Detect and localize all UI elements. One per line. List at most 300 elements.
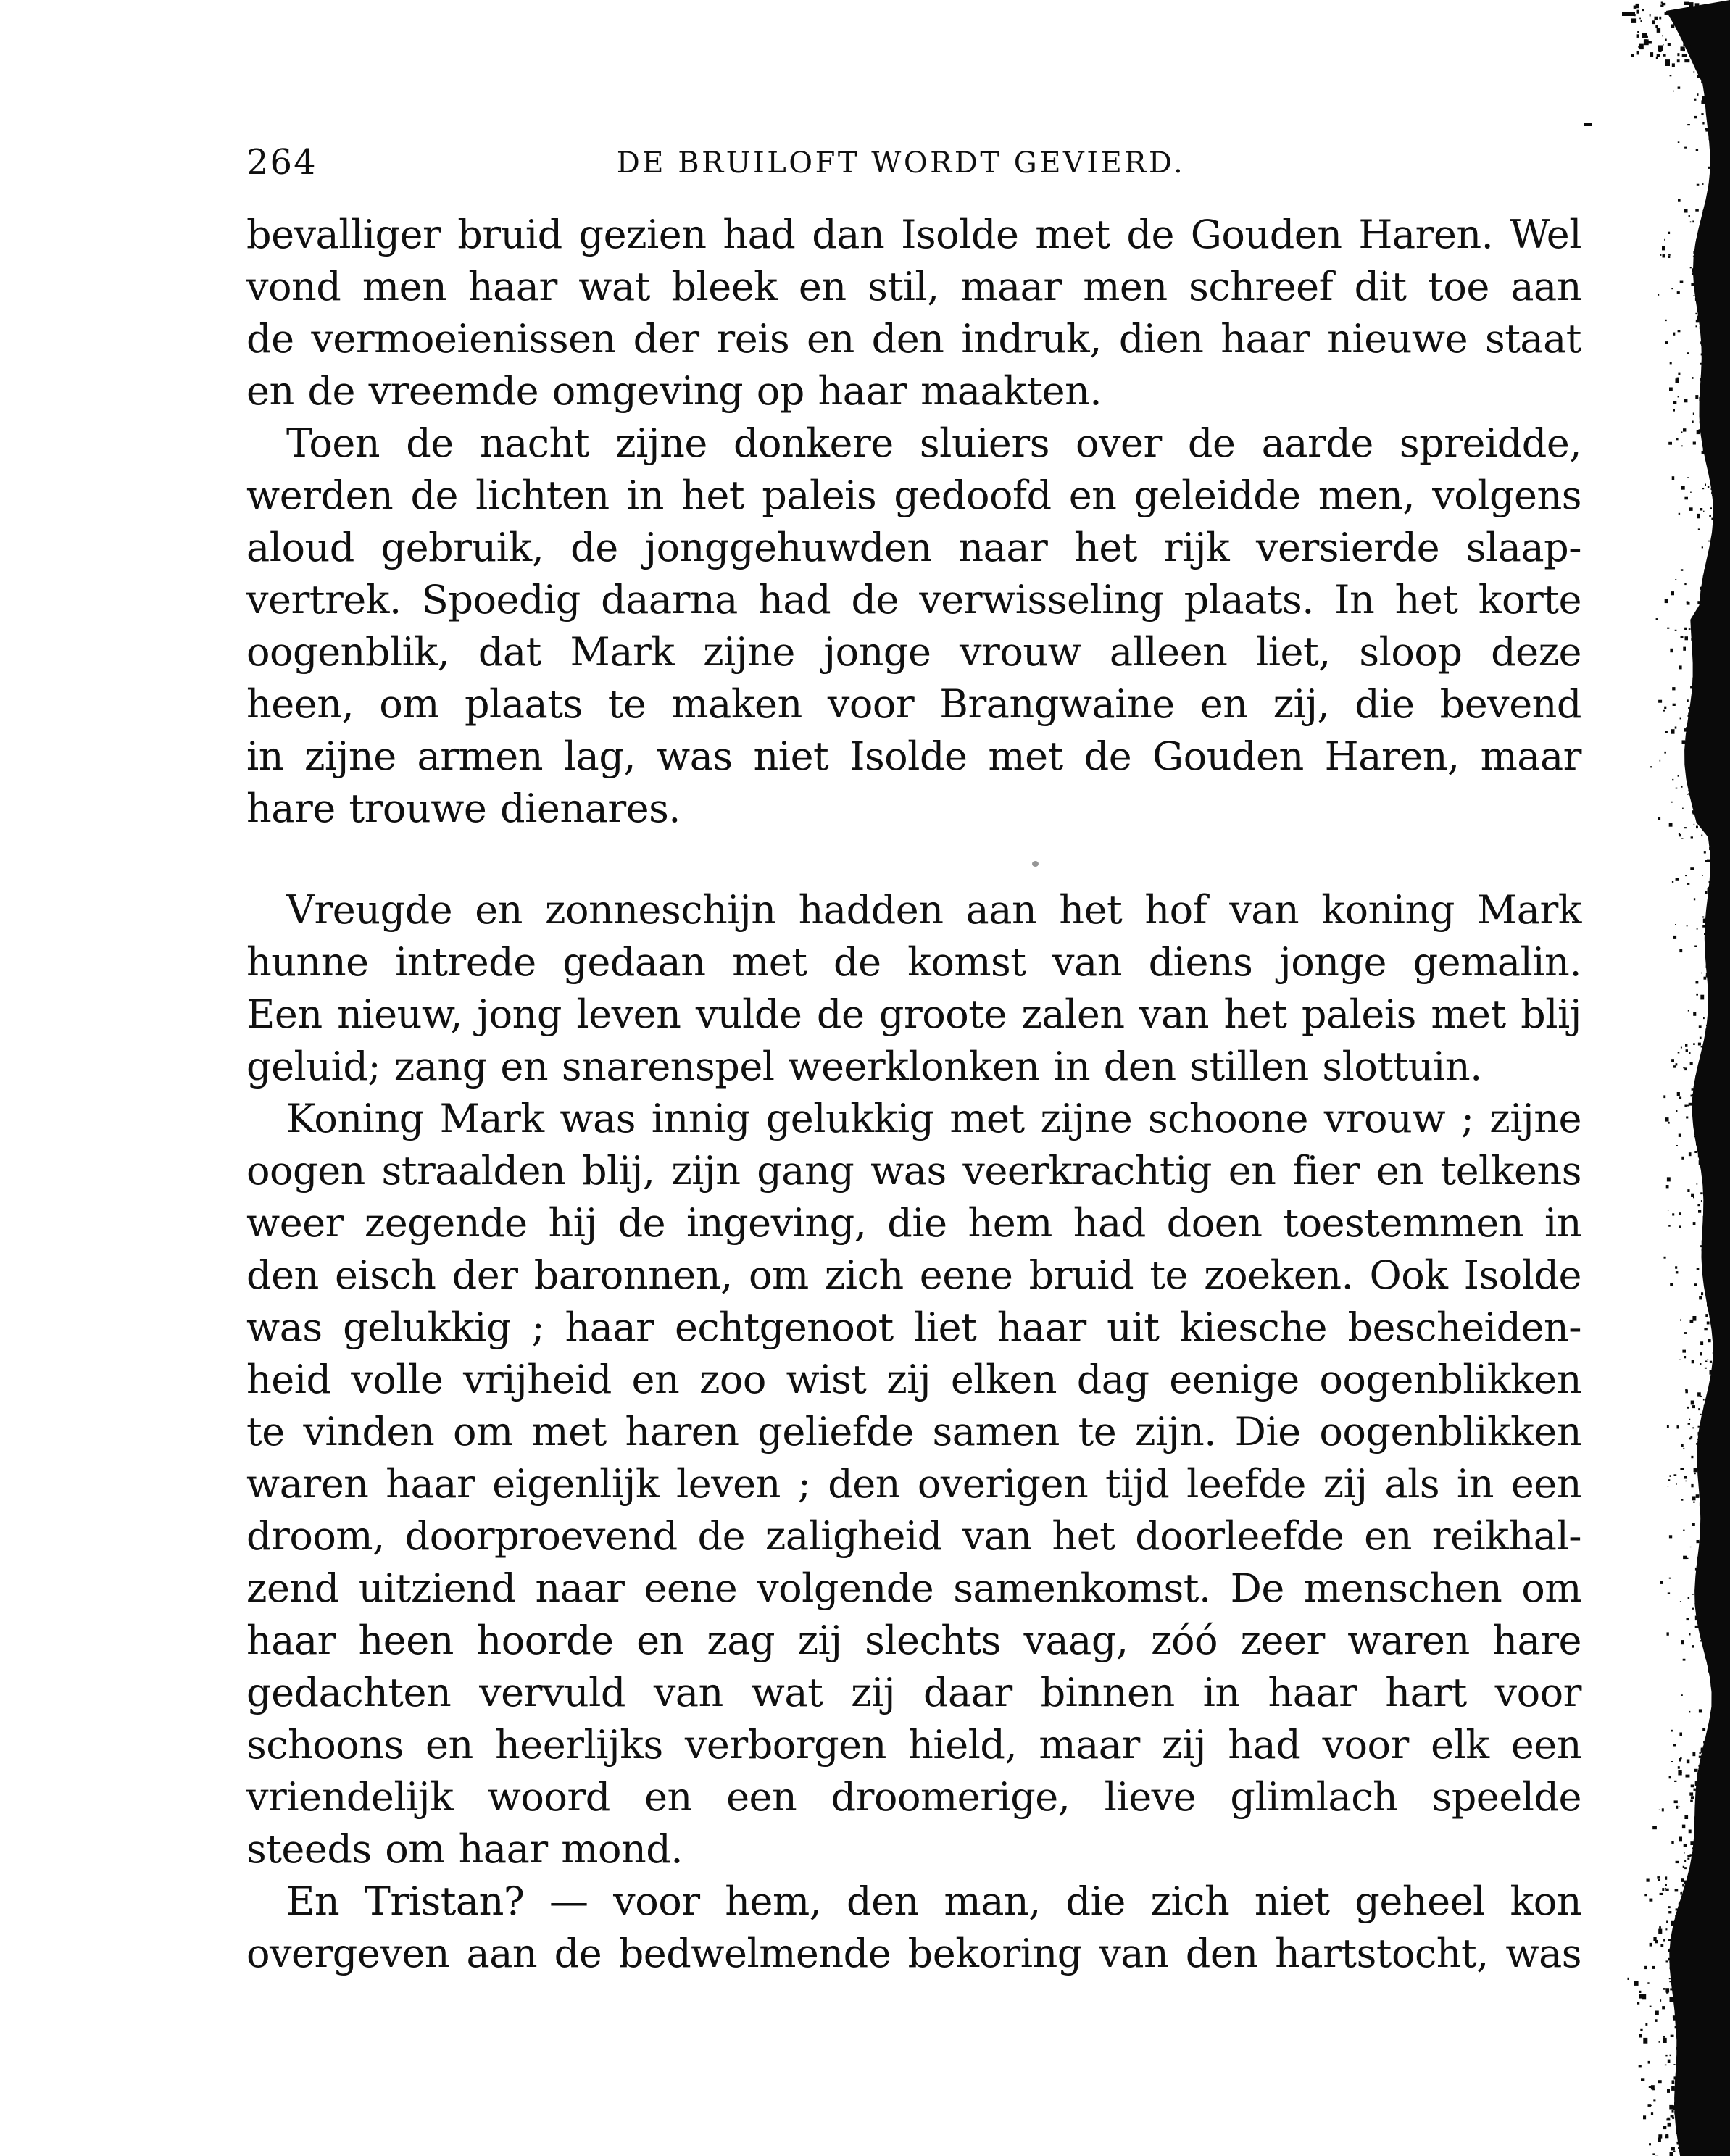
ink-speck <box>1684 827 1687 828</box>
ink-speck <box>1677 59 1680 62</box>
ink-speck <box>1671 2115 1674 2117</box>
ink-speck <box>1705 1029 1708 1032</box>
ink-speck <box>1658 2134 1662 2138</box>
ink-speck <box>1694 288 1696 289</box>
ink-speck <box>1700 1192 1702 1194</box>
ink-speck <box>1671 729 1675 734</box>
ink-speck <box>1648 2061 1650 2064</box>
ink-speck <box>1684 1867 1687 1869</box>
ink-speck <box>1679 1837 1682 1842</box>
ink-speck <box>1710 507 1713 509</box>
ink-speck <box>1698 602 1700 604</box>
ink-speck <box>1682 49 1685 51</box>
ink-speck <box>1681 1892 1682 1894</box>
ink-speck <box>1660 1581 1663 1584</box>
ink-speck <box>1696 149 1698 151</box>
ink-speck <box>1710 165 1712 166</box>
ink-speck <box>1650 52 1653 57</box>
ink-speck <box>1671 2035 1674 2037</box>
ink-speck <box>1694 1151 1697 1153</box>
ink-speck <box>1692 810 1695 813</box>
text-line: gedachten vervuld van wat zij daar binnen in haar hart voor <box>246 1670 1581 1715</box>
ink-speck <box>1700 1341 1703 1345</box>
ink-speck <box>1642 33 1647 38</box>
ink-speck <box>1691 1095 1693 1097</box>
ink-speck <box>1660 1999 1661 2002</box>
ink-speck <box>1669 1961 1671 1963</box>
ink-speck <box>1682 740 1686 744</box>
ink-speck <box>1678 1770 1681 1775</box>
ink-speck <box>1691 1401 1694 1405</box>
ink-speck <box>1681 431 1682 433</box>
ink-speck <box>1673 2018 1678 2021</box>
ink-speck <box>1690 1062 1693 1065</box>
ink-speck <box>1678 373 1680 375</box>
ink-speck <box>1712 495 1713 496</box>
ink-speck <box>1662 1808 1664 1811</box>
ink-speck <box>1670 1967 1673 1969</box>
ink-speck <box>1682 808 1684 809</box>
ink-speck <box>1701 1046 1703 1047</box>
ink-speck <box>1669 1776 1671 1778</box>
ink-speck <box>1683 1556 1687 1559</box>
text-column <box>246 209 1581 1980</box>
ink-speck <box>1662 36 1663 37</box>
ink-speck <box>1674 2111 1677 2114</box>
scan-edge-band <box>1666 0 1730 2156</box>
ink-speck <box>1695 395 1698 399</box>
ink-speck <box>1676 1145 1678 1146</box>
ink-speck <box>1700 1509 1702 1511</box>
ink-speck <box>1678 1052 1680 1054</box>
ink-speck <box>1684 1356 1687 1358</box>
ink-speck <box>1709 515 1711 517</box>
ink-speck <box>1694 898 1695 900</box>
ink-speck <box>1665 1884 1667 1886</box>
ink-speck <box>1671 288 1673 290</box>
ink-speck <box>1690 1436 1692 1439</box>
ink-speck <box>1678 775 1679 777</box>
ink-speck <box>1702 451 1705 454</box>
text-line: oogen straalden blij, zijn gang was veerkrachtig en fier en telkens <box>246 1148 1581 1194</box>
ink-speck <box>1699 1709 1702 1712</box>
ink-speck <box>1634 6 1637 9</box>
ink-speck <box>1697 1540 1700 1543</box>
ink-speck <box>1702 122 1704 125</box>
text-line: hare trouwe dienares. <box>246 786 681 831</box>
ink-speck <box>1701 835 1702 836</box>
ink-speck <box>1708 893 1710 896</box>
ink-speck <box>1665 1888 1666 1889</box>
ink-speck <box>1706 965 1708 968</box>
ink-speck <box>1671 802 1673 803</box>
ink-speck <box>1677 1092 1680 1096</box>
ink-speck <box>1679 1733 1682 1736</box>
ink-speck <box>1697 514 1700 518</box>
ink-speck <box>1689 1830 1692 1834</box>
ink-speck <box>1692 268 1695 272</box>
ink-speck <box>1675 2026 1679 2028</box>
ink-speck <box>1692 14 1697 18</box>
ink-speck <box>1691 1194 1694 1197</box>
ink-speck <box>1701 113 1703 115</box>
ink-speck <box>1702 444 1705 446</box>
ink-speck <box>1631 18 1636 23</box>
ink-speck <box>1684 1332 1687 1334</box>
ink-speck <box>1670 75 1672 76</box>
ink-speck <box>1694 1603 1696 1604</box>
ink-speck <box>1648 2104 1652 2107</box>
ink-speck <box>1703 1216 1707 1220</box>
ink-speck <box>1709 847 1713 850</box>
ink-speck <box>1664 239 1665 241</box>
ink-speck <box>1707 1663 1708 1664</box>
ink-speck <box>1655 2019 1657 2022</box>
ink-speck <box>1679 1758 1681 1762</box>
ink-speck <box>1705 1314 1708 1317</box>
ink-speck <box>1694 99 1696 101</box>
ink-speck <box>1681 1047 1682 1049</box>
ink-speck <box>1700 421 1702 424</box>
ink-speck <box>1700 1752 1701 1755</box>
ink-speck <box>1671 1841 1673 1844</box>
ink-speck <box>1676 1063 1678 1065</box>
ink-speck <box>1686 727 1689 731</box>
ink-speck <box>1667 1177 1671 1181</box>
ink-speck <box>1640 2029 1642 2031</box>
ink-speck <box>1700 1363 1701 1365</box>
ink-speck <box>1650 1943 1652 1947</box>
ink-speck <box>1670 1988 1673 1990</box>
ink-speck <box>1647 1982 1649 1984</box>
ink-speck <box>1702 183 1704 185</box>
ink-speck <box>1667 2089 1670 2093</box>
ink-speck <box>1665 12 1669 15</box>
ink-speck <box>1666 2118 1670 2120</box>
ink-speck <box>1665 39 1667 41</box>
ink-speck <box>1684 1067 1687 1070</box>
ink-speck <box>1708 892 1711 896</box>
ink-speck <box>1716 5 1719 9</box>
ink-speck <box>1705 891 1707 894</box>
text-line: hunne intrede gedaan met de komst van diens jonge gemalin. <box>246 939 1581 985</box>
ink-speck <box>1665 2055 1667 2057</box>
ink-speck <box>1673 333 1675 336</box>
ink-speck <box>1710 872 1711 874</box>
ink-speck <box>1670 2152 1673 2156</box>
ink-speck <box>1636 4 1639 8</box>
ink-speck <box>1644 39 1649 45</box>
ink-speck <box>1679 29 1683 32</box>
ink-speck <box>1685 875 1687 876</box>
ink-speck <box>1652 2153 1655 2155</box>
ink-speck <box>1703 209 1705 211</box>
ink-speck <box>1651 2112 1653 2115</box>
ink-speck <box>1691 1785 1694 1788</box>
ink-speck <box>1652 20 1655 24</box>
ink-speck <box>1700 1762 1703 1766</box>
ink-speck <box>1694 946 1697 948</box>
ink-speck <box>1676 378 1679 383</box>
ink-speck <box>1694 1086 1697 1089</box>
text-line: schoons en heerlijks verborgen hield, maar zij had voor elk een <box>246 1722 1581 1768</box>
ink-speck <box>1650 766 1652 767</box>
ink-speck <box>1672 2081 1674 2084</box>
ink-speck <box>1687 925 1688 926</box>
ink-speck <box>1684 1844 1687 1847</box>
ink-speck <box>1692 272 1695 275</box>
ink-speck <box>1708 167 1710 169</box>
ink-speck <box>1692 688 1695 691</box>
ink-speck <box>1713 1352 1714 1354</box>
ink-speck <box>1689 45 1691 47</box>
ink-speck <box>1696 1494 1700 1498</box>
ink-speck <box>1695 1805 1698 1807</box>
ink-speck <box>1697 601 1700 604</box>
ink-speck <box>1637 34 1639 38</box>
ink-speck <box>1681 1878 1684 1882</box>
ink-speck <box>1699 1160 1702 1165</box>
ink-speck <box>1705 1368 1707 1369</box>
ink-speck <box>1678 141 1680 143</box>
ink-speck <box>1673 2151 1675 2152</box>
ink-speck <box>1670 1948 1672 1951</box>
ink-speck <box>1682 1350 1686 1353</box>
ink-speck <box>1700 1396 1702 1397</box>
ink-speck <box>1672 687 1675 690</box>
ink-speck <box>1681 1444 1683 1447</box>
ink-speck <box>1681 28 1684 30</box>
ink-speck <box>1699 429 1702 432</box>
ink-speck <box>1676 2132 1678 2134</box>
ink-speck <box>1694 1473 1696 1475</box>
ink-speck <box>1584 123 1592 126</box>
ink-speck <box>1665 1988 1669 1992</box>
ink-speck <box>1685 1044 1687 1047</box>
ink-speck <box>1700 1037 1702 1039</box>
ink-speck <box>1684 1852 1685 1854</box>
ink-speck <box>1704 1405 1705 1407</box>
ink-speck <box>1676 1908 1679 1910</box>
ink-speck <box>1709 1720 1712 1723</box>
faint-ink-dot <box>1032 861 1039 867</box>
ink-speck <box>1692 1645 1694 1648</box>
ink-speck <box>1690 1854 1692 1856</box>
ink-speck <box>1711 518 1713 520</box>
text-line: te vinden om met haren geliefde samen te zijn. Die oogenblikken <box>246 1409 1581 1454</box>
ink-speck <box>1668 2123 1671 2127</box>
ink-speck <box>1693 256 1694 257</box>
ink-speck <box>1647 1879 1650 1882</box>
ink-speck <box>1700 341 1703 344</box>
ink-speck <box>1693 811 1697 815</box>
ink-speck <box>1673 2015 1676 2018</box>
ink-speck <box>1702 210 1705 213</box>
ink-speck <box>1683 1659 1686 1661</box>
text-line: geluid; zang en snarenspel weerklonken in den stillen slottuin. <box>246 1044 1482 1089</box>
text-line: weer zegende hij de ingeving, die hem had doen toestemmen in <box>246 1200 1581 1246</box>
ink-speck <box>1682 54 1687 57</box>
ink-speck <box>1695 313 1697 314</box>
ink-speck <box>1644 39 1647 42</box>
ink-speck <box>1700 508 1703 511</box>
ink-speck <box>1675 1915 1678 1918</box>
ink-speck <box>1700 587 1702 590</box>
ink-speck <box>1665 2134 1668 2138</box>
ink-speck <box>1669 1578 1671 1579</box>
ink-speck <box>1696 1443 1697 1444</box>
ink-speck <box>1669 388 1673 391</box>
ink-speck <box>1688 26 1689 28</box>
ink-speck <box>1673 936 1677 939</box>
ink-speck <box>1710 42 1712 43</box>
text-line: Toen de nacht zijne donkere sluiers over de aarde spreidde, <box>286 420 1581 466</box>
ink-speck <box>1669 1978 1671 1980</box>
ink-speck <box>1676 1483 1677 1485</box>
ink-speck <box>1709 138 1712 140</box>
ink-speck <box>1711 492 1714 494</box>
ink-speck <box>1690 267 1692 269</box>
ink-speck <box>1689 1438 1692 1440</box>
ink-speck <box>1674 1781 1676 1782</box>
ink-speck <box>1682 47 1684 50</box>
ink-speck <box>1668 1479 1670 1481</box>
ink-speck <box>1673 1065 1676 1067</box>
ink-speck <box>1693 1222 1696 1225</box>
ink-speck <box>1677 291 1680 294</box>
ink-speck <box>1697 1439 1699 1440</box>
ink-speck <box>1697 1562 1698 1564</box>
ink-speck <box>1666 1991 1668 1994</box>
ink-speck <box>1708 184 1712 188</box>
ink-speck <box>1663 710 1665 712</box>
ink-speck <box>1680 281 1684 284</box>
ink-speck <box>1665 341 1668 344</box>
ink-speck <box>1665 1117 1669 1122</box>
ink-speck <box>1650 14 1651 17</box>
ink-speck <box>1713 32 1715 33</box>
ink-speck <box>1708 1016 1710 1019</box>
ink-speck <box>1673 401 1677 404</box>
ink-speck <box>1681 838 1683 839</box>
ink-speck <box>1701 344 1705 346</box>
ink-speck <box>1703 449 1705 451</box>
ink-speck <box>1708 993 1710 995</box>
ink-speck <box>1683 43 1686 46</box>
ink-speck <box>1688 48 1692 51</box>
ink-speck <box>1698 49 1703 53</box>
ink-speck <box>1702 546 1703 548</box>
ink-speck <box>1681 1157 1684 1160</box>
ink-speck <box>1679 513 1680 515</box>
ink-speck <box>1652 1966 1656 1969</box>
ink-speck <box>1665 1889 1668 1891</box>
ink-speck <box>1687 45 1690 49</box>
ink-speck <box>1668 256 1670 258</box>
ink-speck <box>1683 1890 1687 1894</box>
text-line: zend uitziend naar eene volgende samenkomst. De menschen om <box>246 1565 1581 1611</box>
ink-speck <box>1694 1769 1698 1772</box>
ink-speck <box>1694 1283 1697 1286</box>
ink-speck <box>1697 184 1700 186</box>
ink-speck <box>1671 2105 1673 2107</box>
ink-speck <box>1710 1684 1713 1687</box>
ink-speck <box>1697 1557 1700 1560</box>
ink-speck <box>1683 647 1686 651</box>
ink-speck <box>1705 128 1708 131</box>
text-line: overgeven aan de bedwelmende bekoring van den hartstocht, was <box>246 1931 1581 1976</box>
ink-speck <box>1669 823 1673 827</box>
ink-speck <box>1639 1991 1641 1993</box>
ink-speck <box>1662 246 1665 250</box>
ink-speck <box>1693 295 1694 296</box>
ink-speck <box>1694 116 1697 118</box>
ink-speck <box>1695 1626 1699 1628</box>
ink-speck <box>1683 1866 1684 1868</box>
ink-speck <box>1638 46 1639 48</box>
ink-speck <box>1710 45 1713 46</box>
ink-speck <box>1643 2115 1646 2119</box>
ink-speck <box>1678 1766 1680 1769</box>
ink-speck <box>1671 24 1675 28</box>
ink-speck <box>1685 1390 1688 1394</box>
text-line: oogenblik, dat Mark zijne jonge vrouw alleen liet, sloop deze <box>246 629 1581 675</box>
ink-speck <box>1702 12 1705 15</box>
ink-speck <box>1700 995 1704 1000</box>
text-line: werden de lichten in het paleis gedoofd en geleidde men, volgens <box>246 473 1581 518</box>
ink-speck <box>1684 728 1687 732</box>
ink-speck <box>1704 569 1708 572</box>
ink-speck <box>1692 1360 1694 1364</box>
ink-speck <box>1686 1117 1688 1119</box>
text-line: aloud gebruik, de jonggehuwden naar het rijk versierde slaap- <box>246 525 1581 570</box>
ink-speck <box>1672 881 1673 883</box>
ink-speck <box>1667 628 1669 629</box>
ink-speck <box>1665 2065 1667 2066</box>
ink-speck <box>1666 1921 1668 1923</box>
ink-speck <box>1700 326 1702 329</box>
ink-speck <box>1705 1399 1708 1403</box>
ink-speck <box>1673 1744 1676 1746</box>
ink-speck <box>1637 2002 1639 2005</box>
ink-speck <box>1663 44 1664 45</box>
ink-speck <box>1684 1105 1687 1107</box>
ink-speck <box>1681 46 1685 51</box>
ink-speck <box>1687 1558 1689 1559</box>
ink-speck <box>1675 1266 1677 1268</box>
text-line: de vermoeienissen der reis en den indruk, dien haar nieuwe staat <box>246 316 1581 362</box>
ink-speck <box>1673 2064 1675 2065</box>
ink-speck <box>1692 1316 1696 1321</box>
ink-speck <box>1698 1765 1701 1767</box>
ink-speck <box>1672 2117 1674 2119</box>
ink-speck <box>1687 1855 1691 1857</box>
ink-speck <box>1707 1304 1710 1307</box>
ink-speck <box>1676 1110 1677 1112</box>
ink-speck <box>1692 59 1695 62</box>
ink-speck <box>1668 1939 1671 1941</box>
ink-speck <box>1705 1361 1707 1362</box>
ink-speck <box>1639 2034 1642 2038</box>
ink-speck <box>1698 1154 1702 1158</box>
ink-speck <box>1681 636 1684 638</box>
ink-speck <box>1689 628 1691 630</box>
ink-speck <box>1687 1858 1689 1860</box>
ink-speck <box>1691 638 1694 640</box>
ink-speck <box>1696 826 1698 829</box>
ink-speck <box>1692 421 1694 423</box>
ink-speck <box>1700 1640 1702 1641</box>
